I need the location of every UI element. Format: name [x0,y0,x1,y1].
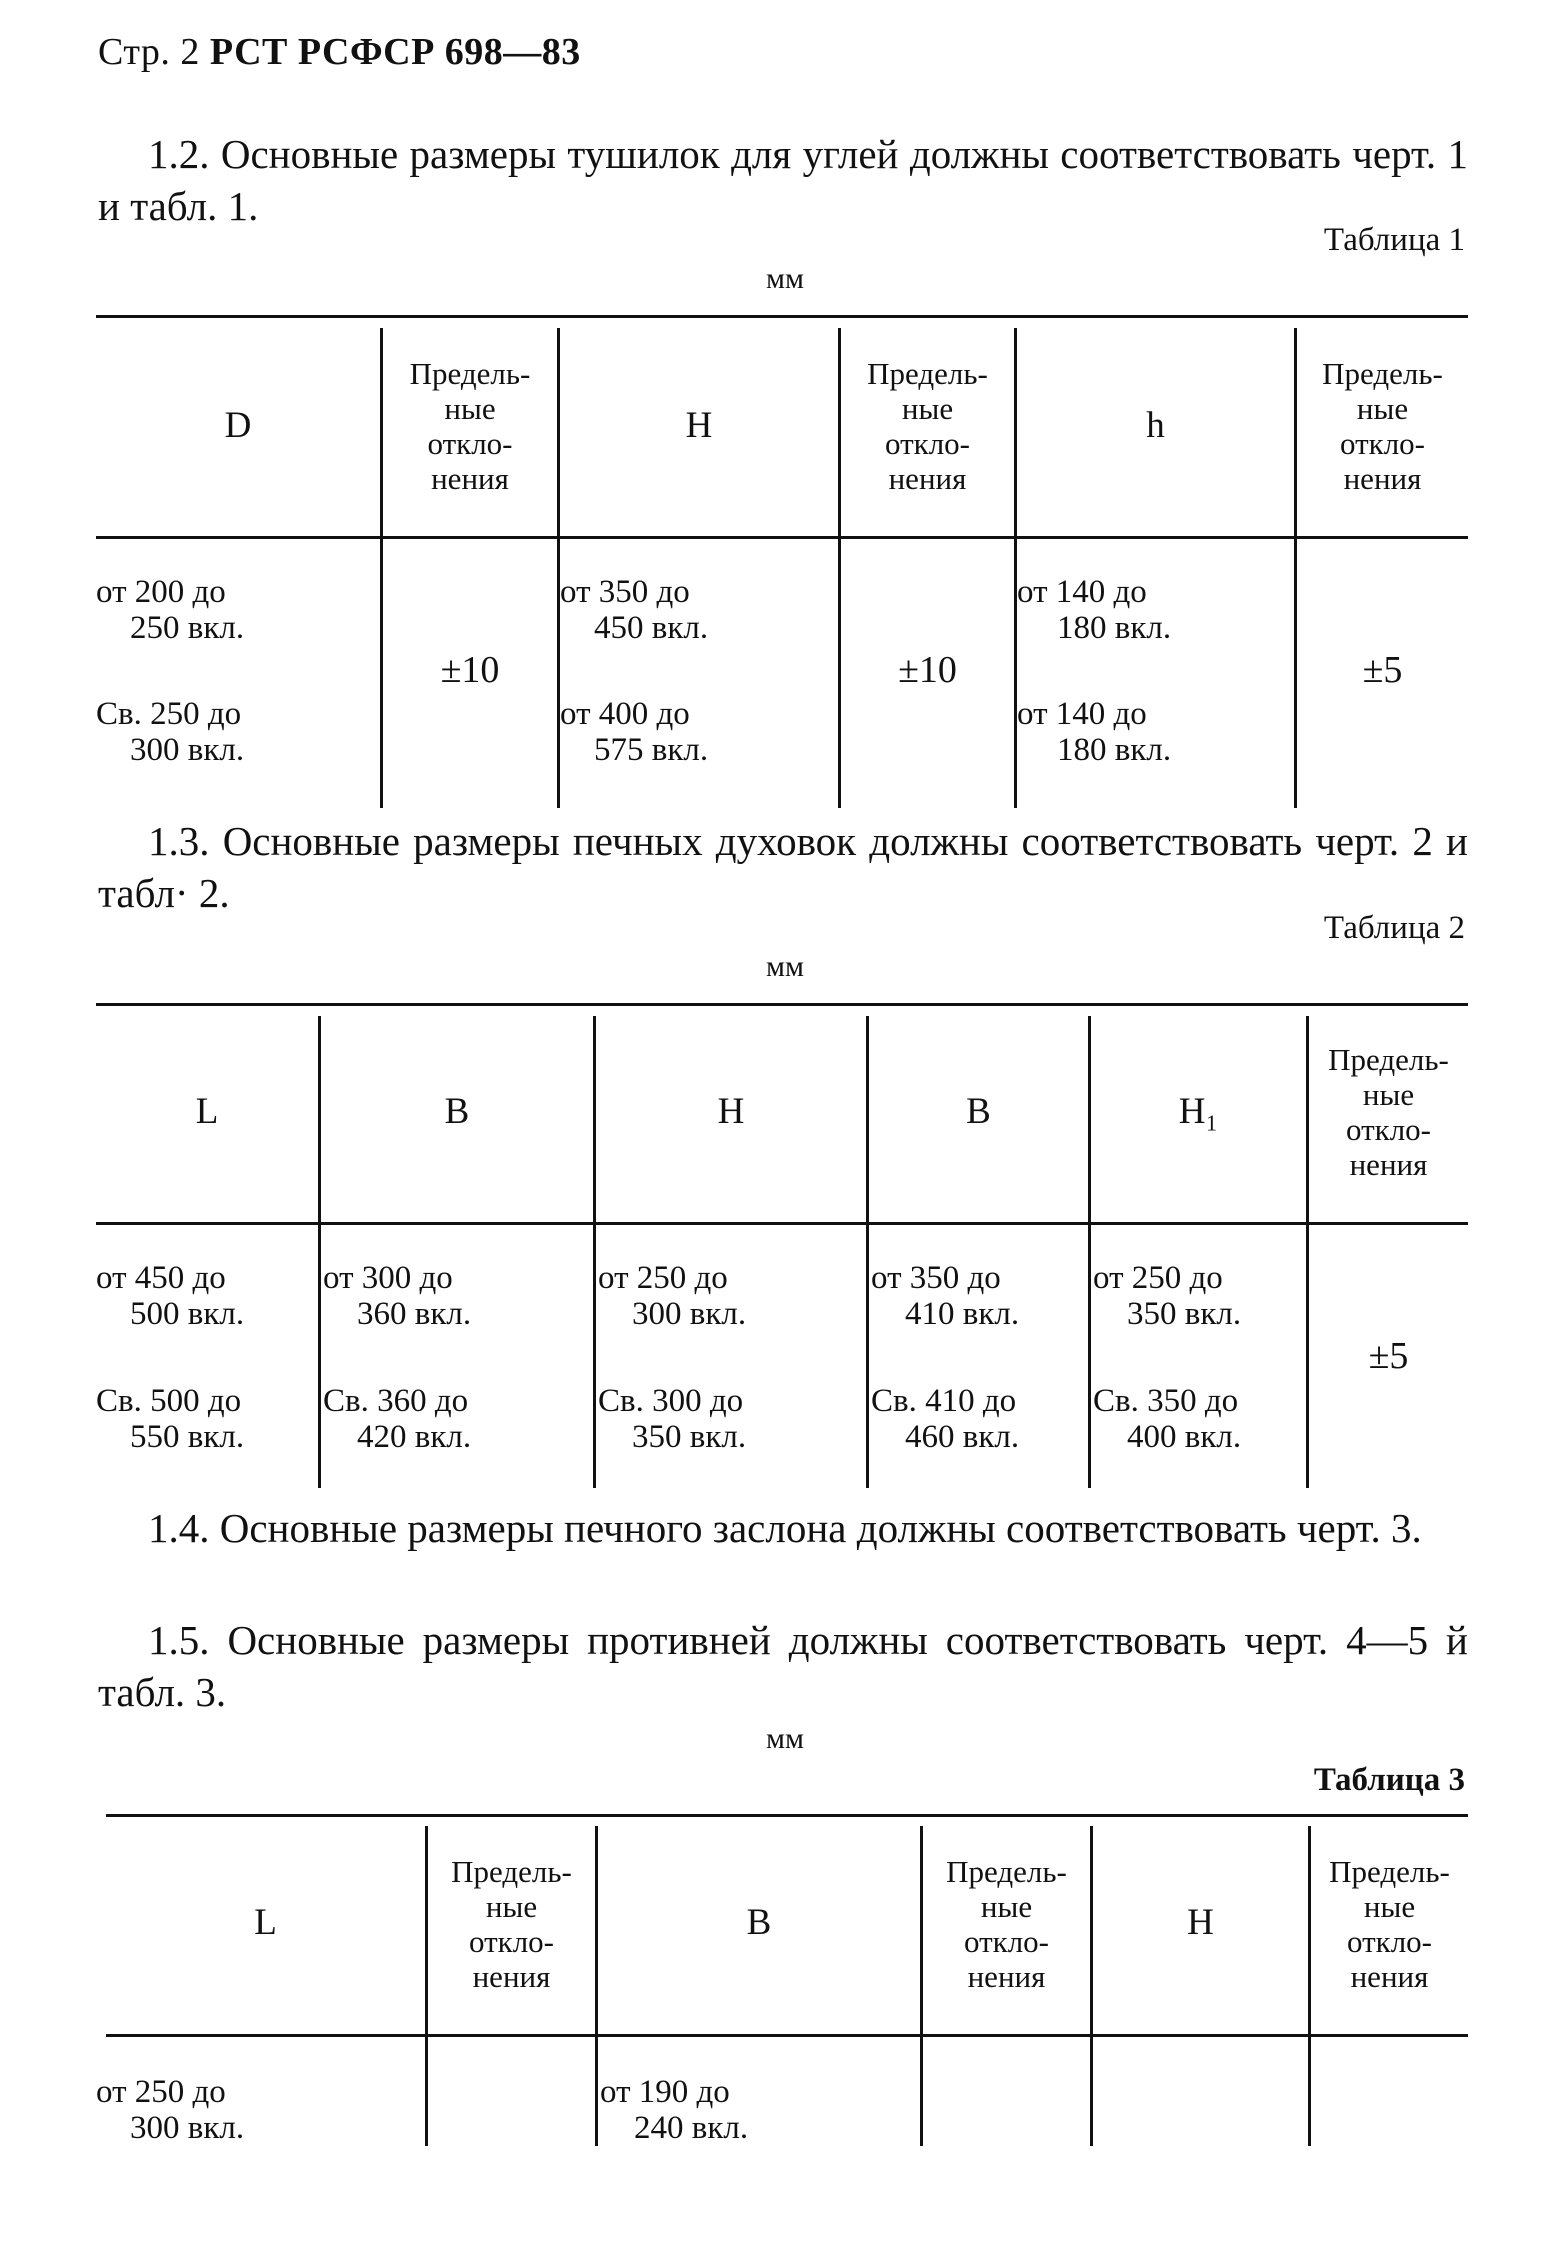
table2-cell-row1-col5: от 250 до 350 вкл. [1093,1260,1242,1332]
standard-code: РСТ РСФСР 698—83 [209,31,581,73]
table3-cell-L-row1: от 250 до 300 вкл. [96,2074,245,2146]
table2-cell-row2-col4: Св. 410 до 460 вкл. [871,1383,1020,1455]
paragraph-1-2: 1.2. Основные размеры тушилок для углей должны соответствовать черт. 1 и табл. 1. [98,131,1468,229]
table2-col-divider [593,1016,596,1488]
table1-dev-h: ±5 [1362,649,1403,691]
table2-header-B: B [966,1091,991,1132]
table3-header-dev: Предель- ные откло- нения [1329,1854,1450,1994]
table3-header-rule [106,2034,1468,2037]
table2-cell-row2-col2: Св. 360 до 420 вкл. [323,1383,472,1455]
table1-unit: мм [766,262,804,295]
table3-col-divider [595,1826,598,2146]
table1-header-H: H [685,405,713,446]
table1-header-dev: Предель- ные откло- нения [867,356,988,496]
table1-label: Таблица 1 [1323,222,1465,258]
paragraph-1-4: 1.4. Основные размеры печного заслона должны соответствовать черт. 3. [148,1505,1422,1551]
table2-header-H: H [717,1091,745,1132]
table3-header-dev: Предель- ные откло- нения [451,1854,572,1994]
table2-cell-row1-col3: от 250 до 300 вкл. [598,1260,747,1332]
table2-cell-row1-col2: от 300 до 360 вкл. [323,1260,472,1332]
table2-top-rule [96,1003,1468,1006]
table3-header-B: B [746,1902,772,1943]
table2-header-B: B [444,1091,470,1132]
table3-col-divider [1090,1826,1093,2146]
table1-cell-H-row1: от 350 до 450 вкл. [560,574,709,646]
table2-header-dev: Предель- ные откло- нения [1328,1042,1449,1182]
table3-header-L: L [254,1902,277,1943]
paragraph-1-5: 1.5. Основные размеры противней должны соответствовать черт. 4—5 й табл. 3. [98,1617,1468,1715]
table2-header-L: L [195,1091,219,1132]
table2-cell-row1-col4: от 350 до 410 вкл. [871,1260,1020,1332]
table2-cell-row2-col1: Св. 500 до 550 вкл. [96,1383,245,1455]
table1-dev-D: ±10 [440,649,500,691]
table2-unit: мм [766,950,804,983]
table2-col-divider [318,1016,321,1488]
table2-col-divider [866,1016,869,1488]
table1-cell-D-row2: Св. 250 до 300 вкл. [96,696,245,768]
table1-top-rule [96,315,1468,318]
paragraph-1-3: 1.3. Основные размеры печных духовок должны соответствовать черт. 2 и табл· 2. [98,818,1468,916]
table2-cell-row2-col5: Св. 350 до 400 вкл. [1093,1383,1242,1455]
table1-cell-D-row1: от 200 до 250 вкл. [96,574,245,646]
table1-header-dev: Предель- ные откло- нения [1322,356,1443,496]
table1-header-h: h [1146,405,1165,446]
table1-dev-H: ±10 [898,649,957,691]
table2-cell-row2-col3: Св. 300 до 350 вкл. [598,1383,747,1455]
table3-header-H: H [1187,1902,1214,1943]
table3-cell-B-row1: от 190 до 240 вкл. [600,2074,749,2146]
table2-col-divider [1088,1016,1091,1488]
table2-dev: ±5 [1368,1335,1409,1377]
table1-header-dev: Предель- ные откло- нения [409,356,531,496]
table3-unit: мм [766,1722,804,1755]
table3-label: Таблица 3 [1313,1762,1465,1798]
table2-cell-row1-col1: от 450 до 500 вкл. [96,1260,245,1332]
table2-header-rule [96,1222,1468,1225]
page-number: Стр. 2 [98,31,200,73]
table1-cell-H-row2: от 400 до 575 вкл. [560,696,709,768]
table3-top-rule [106,1814,1468,1817]
table2-header-H1: H₁ [1178,1091,1219,1132]
table3-header-dev: Предель- ные откло- нения [946,1854,1067,1994]
page-header [98,30,581,74]
table1-cell-h-row2: от 140 до 180 вкл. [1017,696,1172,768]
table1-header-D: D [224,405,252,446]
table2-label: Таблица 2 [1323,910,1465,946]
table1-cell-h-row1: от 140 до 180 вкл. [1017,574,1172,646]
table1-header-rule [96,536,1468,539]
